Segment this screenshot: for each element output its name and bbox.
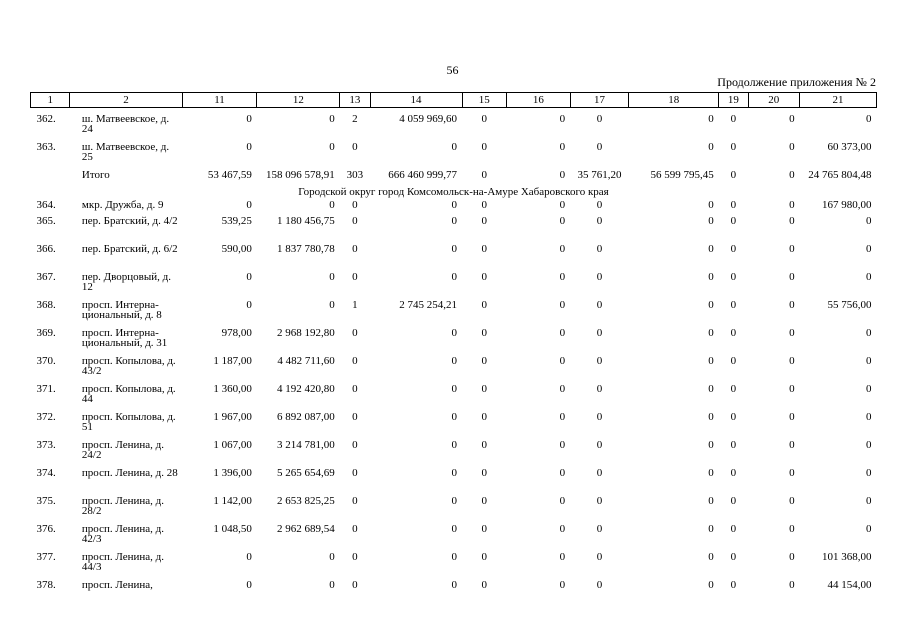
value-cell: 0 — [596, 579, 603, 591]
value-cell: 0 — [329, 271, 335, 283]
value-cell: 0 — [559, 199, 566, 211]
value-cell: 0 — [789, 355, 795, 367]
value-cell: 55 756,00 — [827, 299, 872, 311]
value-cell: 0 — [730, 113, 737, 125]
row-number: 369. — [36, 327, 56, 339]
value-cell: 0 — [596, 467, 603, 479]
value-cell: 0 — [451, 383, 458, 395]
value-cell: 0 — [481, 327, 488, 339]
table-row — [31, 300, 877, 328]
table-row — [31, 412, 877, 440]
row-number: 376. — [36, 523, 56, 535]
value-cell: 0 — [708, 579, 714, 591]
table-row — [31, 244, 877, 272]
value-cell: 2 962 689,54 — [277, 523, 335, 535]
value-cell: 0 — [352, 523, 358, 535]
value-cell: 0 — [352, 327, 358, 339]
value-cell: 0 — [789, 439, 795, 451]
value-cell: 0 — [559, 243, 566, 255]
value-cell: 0 — [708, 113, 714, 125]
value-cell: 0 — [352, 243, 358, 255]
value-cell: 0 — [559, 215, 566, 227]
value-cell: 0 — [789, 113, 795, 125]
value-cell: 167 980,00 — [822, 199, 872, 211]
row-number: 371. — [36, 383, 56, 395]
table-row — [31, 216, 877, 244]
value-cell: 0 — [559, 439, 566, 451]
col-header: 1 — [31, 93, 70, 108]
value-cell: 0 — [708, 523, 714, 535]
value-cell: 0 — [730, 199, 737, 211]
row-number: 363. — [36, 141, 56, 153]
value-cell: 0 — [596, 327, 603, 339]
value-cell: 0 — [730, 299, 737, 311]
value-cell: 0 — [596, 215, 603, 227]
value-cell: 0 — [451, 495, 458, 507]
value-cell: 539,25 — [221, 215, 252, 227]
col-header: 2 — [70, 93, 182, 108]
row-number: 362. — [36, 113, 56, 125]
row-number: 375. — [36, 495, 56, 507]
value-cell: 1 180 456,75 — [277, 215, 335, 227]
value-cell: 0 — [866, 327, 872, 339]
value-cell: 0 — [708, 495, 714, 507]
value-cell: 0 — [708, 327, 714, 339]
value-cell: 0 — [352, 439, 358, 451]
value-cell: 0 — [866, 383, 872, 395]
value-cell: 0 — [451, 523, 458, 535]
value-cell: 60 373,00 — [827, 141, 872, 153]
col-header: 19 — [719, 93, 748, 108]
value-cell: 0 — [730, 327, 737, 339]
value-cell: 4 192 420,80 — [277, 383, 335, 395]
table-row — [31, 170, 877, 186]
value-cell: 0 — [789, 467, 795, 479]
value-cell: 0 — [329, 199, 335, 211]
value-cell: 56 599 795,45 — [650, 169, 714, 181]
value-cell: 0 — [481, 199, 488, 211]
table-row — [31, 440, 877, 468]
table-row — [31, 142, 877, 170]
value-cell: 0 — [559, 141, 566, 153]
value-cell: 0 — [246, 299, 252, 311]
address-cell: просп. Ленина, д. 42/3 — [81, 523, 164, 545]
value-cell: 0 — [789, 169, 795, 181]
value-cell: 0 — [708, 215, 714, 227]
value-cell: 0 — [730, 243, 737, 255]
table-row — [31, 384, 877, 412]
value-cell: 0 — [866, 411, 872, 423]
table-row — [31, 356, 877, 384]
value-cell: 666 460 999,77 — [388, 169, 458, 181]
col-header: 21 — [800, 93, 877, 108]
value-cell: 0 — [708, 411, 714, 423]
value-cell: 303 — [346, 169, 364, 181]
value-cell: 0 — [352, 551, 358, 563]
value-cell: 0 — [481, 383, 488, 395]
value-cell: 0 — [866, 355, 872, 367]
value-cell: 0 — [730, 215, 737, 227]
value-cell: 0 — [481, 551, 488, 563]
value-cell: 0 — [481, 113, 488, 125]
address-cell: просп. Копылова, д. 43/2 — [81, 355, 176, 377]
value-cell: 0 — [866, 113, 872, 125]
value-cell: 0 — [481, 495, 488, 507]
value-cell: 0 — [708, 383, 714, 395]
table-row — [31, 496, 877, 524]
value-cell: 0 — [451, 467, 458, 479]
value-cell: 0 — [596, 199, 603, 211]
value-cell: 0 — [481, 215, 488, 227]
value-cell: 0 — [596, 383, 603, 395]
row-number: 374. — [36, 467, 56, 479]
value-cell: 0 — [730, 551, 737, 563]
value-cell: 0 — [559, 551, 566, 563]
address-cell: просп. Ленина, д. 24/2 — [81, 439, 164, 461]
value-cell: 0 — [866, 243, 872, 255]
address-cell: пер. Дворцовый, д. 12 — [81, 271, 172, 293]
row-number — [31, 170, 70, 186]
value-cell: 0 — [329, 299, 335, 311]
value-cell: 0 — [789, 523, 795, 535]
value-cell: 0 — [789, 327, 795, 339]
value-cell: 0 — [451, 215, 458, 227]
address-cell: мкр. Дружба, д. 9 — [81, 199, 164, 211]
value-cell: 0 — [708, 299, 714, 311]
value-cell: 0 — [866, 439, 872, 451]
value-cell: 0 — [708, 243, 714, 255]
value-cell: 0 — [730, 411, 737, 423]
table-row — [31, 200, 877, 216]
value-cell: 3 214 781,00 — [277, 439, 335, 451]
col-header: 16 — [507, 93, 571, 108]
value-cell: 0 — [559, 355, 566, 367]
row-number: 367. — [36, 271, 56, 283]
value-cell: 0 — [596, 495, 603, 507]
value-cell: 0 — [451, 411, 458, 423]
value-cell: 0 — [789, 271, 795, 283]
value-cell: 24 765 804,48 — [808, 169, 872, 181]
value-cell: 2 745 254,21 — [399, 299, 458, 311]
value-cell: 1 396,00 — [213, 467, 252, 479]
row-number: 372. — [36, 411, 56, 423]
header-row — [31, 93, 877, 108]
value-cell: 0 — [596, 271, 603, 283]
value-cell: 0 — [352, 495, 358, 507]
value-cell: 0 — [789, 579, 795, 591]
value-cell: 1 067,00 — [213, 439, 252, 451]
value-cell: 0 — [866, 495, 872, 507]
value-cell: 0 — [789, 299, 795, 311]
value-cell: 35 761,20 — [577, 169, 622, 181]
value-cell: 4 059 969,60 — [399, 113, 458, 125]
value-cell: 0 — [730, 495, 737, 507]
region-title: Городской округ город Комсомольск-на-Амуре Хабаровского края — [298, 186, 609, 198]
value-cell: 0 — [481, 299, 488, 311]
value-cell: 0 — [730, 169, 737, 181]
row-number: 370. — [36, 355, 56, 367]
value-cell: 0 — [559, 523, 566, 535]
value-cell: 0 — [730, 355, 737, 367]
address-cell: просп. Интерна-циональный, д. 8 — [81, 299, 162, 321]
address-cell: просп. Ленина, д. 28 — [81, 467, 178, 479]
row-number: 378. — [36, 579, 56, 591]
value-cell: 0 — [789, 141, 795, 153]
value-cell: 2 653 825,25 — [277, 495, 335, 507]
row-number: 373. — [36, 439, 56, 451]
col-header: 14 — [370, 93, 462, 108]
value-cell: 0 — [730, 523, 737, 535]
value-cell: 0 — [789, 383, 795, 395]
value-cell: 0 — [451, 141, 458, 153]
col-header: 12 — [257, 93, 340, 108]
value-cell: 0 — [708, 141, 714, 153]
value-cell: 0 — [559, 113, 566, 125]
value-cell: 0 — [866, 271, 872, 283]
address-cell: ш. Матвеевское, д. 25 — [81, 141, 170, 163]
value-cell: 0 — [451, 199, 458, 211]
value-cell: 0 — [789, 495, 795, 507]
value-cell: 0 — [329, 141, 335, 153]
value-cell: 1 — [352, 299, 358, 311]
value-cell: 0 — [596, 439, 603, 451]
value-cell: 0 — [789, 215, 795, 227]
table-row — [31, 580, 877, 608]
value-cell: 101 368,00 — [822, 551, 872, 563]
page-number: 56 — [446, 63, 459, 77]
value-cell: 0 — [708, 199, 714, 211]
value-cell: 2 — [352, 113, 358, 125]
value-cell: 0 — [246, 579, 252, 591]
value-cell: 0 — [481, 411, 488, 423]
value-cell: 0 — [246, 551, 252, 563]
value-cell: 0 — [352, 141, 358, 153]
value-cell: 1 360,00 — [213, 383, 252, 395]
address-cell: просп. Копылова, д. 51 — [81, 411, 176, 433]
value-cell: 0 — [329, 579, 335, 591]
value-cell: 1 837 780,78 — [277, 243, 335, 255]
value-cell: 0 — [730, 467, 737, 479]
value-cell: 4 482 711,60 — [277, 355, 335, 367]
table-row — [31, 552, 877, 580]
value-cell: 0 — [352, 411, 358, 423]
col-header: 13 — [340, 93, 370, 108]
address-cell: просп. Интерна-циональный, д. 31 — [81, 327, 168, 349]
value-cell: 0 — [559, 579, 566, 591]
address-cell: просп. Ленина, д. 28/2 — [81, 495, 164, 517]
value-cell: 0 — [451, 579, 458, 591]
value-cell: 590,00 — [221, 243, 252, 255]
value-cell: 0 — [596, 113, 603, 125]
value-cell: 0 — [789, 243, 795, 255]
col-header: 15 — [462, 93, 506, 108]
value-cell: 0 — [596, 551, 603, 563]
value-cell: 0 — [596, 355, 603, 367]
value-cell: 0 — [730, 141, 737, 153]
value-cell: 0 — [451, 243, 458, 255]
row-number: 368. — [36, 299, 56, 311]
value-cell: 1 142,00 — [213, 495, 252, 507]
value-cell: 0 — [708, 439, 714, 451]
address-cell: просп. Ленина, д. 44/3 — [81, 551, 164, 573]
value-cell: 0 — [329, 113, 335, 125]
value-cell: 0 — [866, 467, 872, 479]
value-cell: 0 — [352, 579, 358, 591]
value-cell: 0 — [352, 271, 358, 283]
value-cell: 0 — [559, 169, 566, 181]
value-cell: 0 — [559, 327, 566, 339]
value-cell: 0 — [451, 271, 458, 283]
value-cell: 0 — [730, 271, 737, 283]
value-cell: 0 — [352, 355, 358, 367]
value-cell: 0 — [708, 551, 714, 563]
value-cell: 0 — [481, 169, 488, 181]
value-cell: 0 — [246, 199, 252, 211]
value-cell: 0 — [481, 523, 488, 535]
value-cell: 0 — [559, 299, 566, 311]
value-cell: 0 — [246, 113, 252, 125]
value-cell: 0 — [596, 299, 603, 311]
col-header: 18 — [629, 93, 719, 108]
value-cell: 1 967,00 — [213, 411, 252, 423]
value-cell: 0 — [708, 467, 714, 479]
col-header: 17 — [570, 93, 629, 108]
address-cell: пер. Братский, д. 4/2 — [81, 215, 178, 227]
address-cell: ш. Матвеевское, д. 24 — [81, 113, 170, 135]
table-row — [31, 328, 877, 356]
value-cell: 0 — [481, 271, 488, 283]
row-number: 365. — [36, 215, 56, 227]
value-cell: 0 — [246, 271, 252, 283]
value-cell: 0 — [352, 467, 358, 479]
address-cell: просп. Ленина, — [81, 579, 153, 591]
value-cell: 0 — [708, 355, 714, 367]
value-cell: 0 — [329, 551, 335, 563]
value-cell: 0 — [451, 439, 458, 451]
value-cell: 0 — [246, 141, 252, 153]
value-cell: 0 — [451, 327, 458, 339]
value-cell: 0 — [596, 141, 603, 153]
value-cell: 0 — [596, 523, 603, 535]
value-cell: 0 — [708, 271, 714, 283]
value-cell: 0 — [559, 383, 566, 395]
value-cell: 0 — [352, 199, 358, 211]
value-cell: 0 — [596, 243, 603, 255]
continuation-note: Продолжение приложения № 2 — [717, 75, 876, 89]
value-cell: 2 968 192,80 — [277, 327, 335, 339]
value-cell: 0 — [559, 495, 566, 507]
value-cell: 0 — [352, 215, 358, 227]
value-cell: 0 — [730, 439, 737, 451]
value-cell: 0 — [730, 579, 737, 591]
value-cell: 0 — [481, 439, 488, 451]
value-cell: 0 — [789, 411, 795, 423]
value-cell: 0 — [481, 243, 488, 255]
value-cell: 0 — [451, 355, 458, 367]
address-cell: пер. Братский, д. 6/2 — [81, 243, 178, 255]
value-cell: 158 096 578,91 — [266, 169, 335, 181]
address-cell: Итого — [81, 169, 110, 181]
value-cell: 0 — [559, 271, 566, 283]
value-cell: 0 — [730, 383, 737, 395]
value-cell: 0 — [481, 355, 488, 367]
appendix-table — [30, 92, 877, 608]
value-cell: 0 — [559, 411, 566, 423]
row-number: 364. — [36, 199, 56, 211]
value-cell: 44 154,00 — [827, 579, 872, 591]
value-cell: 0 — [789, 199, 795, 211]
table-row — [31, 114, 877, 142]
value-cell: 0 — [481, 579, 488, 591]
value-cell: 0 — [866, 523, 872, 535]
col-header: 11 — [182, 93, 257, 108]
value-cell: 6 892 087,00 — [277, 411, 335, 423]
row-number: 377. — [36, 551, 56, 563]
value-cell: 0 — [481, 467, 488, 479]
row-number: 366. — [36, 243, 56, 255]
col-header: 20 — [748, 93, 800, 108]
value-cell: 978,00 — [221, 327, 252, 339]
value-cell: 0 — [352, 383, 358, 395]
value-cell: 1 187,00 — [213, 355, 252, 367]
value-cell: 0 — [866, 215, 872, 227]
value-cell: 0 — [481, 141, 488, 153]
address-cell: просп. Копылова, д. 44 — [81, 383, 176, 405]
table-row — [31, 524, 877, 552]
value-cell: 1 048,50 — [213, 523, 252, 535]
table-row — [31, 468, 877, 496]
value-cell: 53 467,59 — [207, 169, 252, 181]
value-cell: 0 — [789, 551, 795, 563]
value-cell: 0 — [451, 551, 458, 563]
value-cell: 0 — [559, 467, 566, 479]
value-cell: 5 265 654,69 — [277, 467, 335, 479]
table-row — [31, 272, 877, 300]
value-cell: 0 — [596, 411, 603, 423]
